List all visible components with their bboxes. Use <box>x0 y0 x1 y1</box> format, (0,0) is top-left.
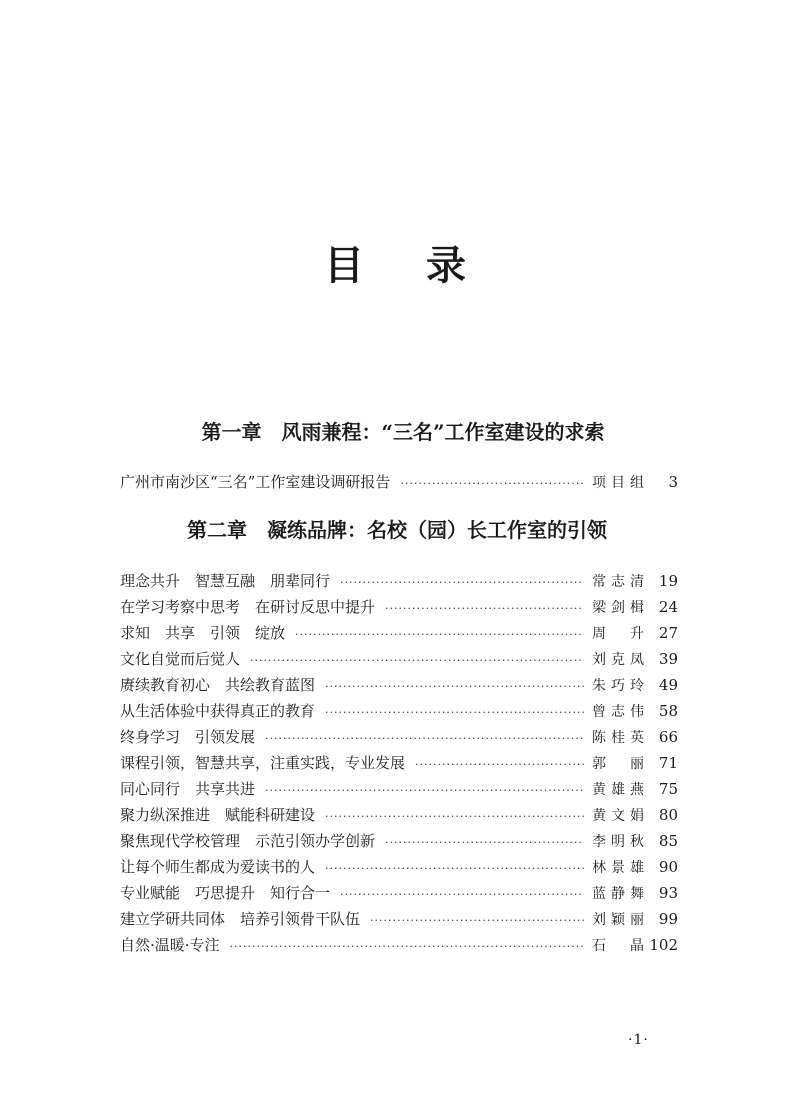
entry-title: 在学习考察中思考 在研讨反思中提升 <box>120 598 376 616</box>
toc-entry[interactable] <box>120 906 678 932</box>
leader-dots <box>325 674 584 700</box>
entry-page: 85 <box>658 832 678 850</box>
toc-entry[interactable] <box>120 698 678 724</box>
entry-author: 项目组 <box>592 475 644 491</box>
leader-dots <box>250 648 584 674</box>
toc-entry[interactable] <box>120 672 678 698</box>
toc-entry[interactable] <box>120 620 678 646</box>
entry-author: 刘颖丽 <box>592 912 644 928</box>
leader-dots <box>230 934 584 960</box>
entry-title: 自然·温暖·专注 <box>120 936 220 954</box>
entry-title: 从生活体验中获得真正的教育 <box>120 702 316 720</box>
chapter-heading-2: 第二章 凝练品牌：名校（园）长工作室的引领 <box>187 518 607 542</box>
leader-dots <box>415 752 584 778</box>
leader-dots <box>340 570 584 596</box>
entry-author: 郭丽 <box>592 756 644 772</box>
entry-author: 黄文娟 <box>592 808 644 824</box>
entry-title: 广州市南沙区“三名”工作室建设调研报告 <box>120 473 391 491</box>
entry-page: 58 <box>658 702 678 720</box>
leader-dots <box>340 882 584 908</box>
toc-entry[interactable] <box>120 469 678 495</box>
entry-author: 石晶 <box>592 938 644 954</box>
entry-title: 理念共升 智慧互融 朋辈同行 <box>120 572 331 590</box>
chapter-heading-1: 第一章 风雨兼程：“三名”工作室建设的求索 <box>201 420 605 444</box>
entry-author: 蓝静舞 <box>592 886 644 902</box>
leader-dots <box>400 471 584 497</box>
entry-page: 102 <box>649 936 678 954</box>
entry-page: 80 <box>658 806 678 824</box>
entry-author: 朱巧玲 <box>592 678 644 694</box>
entry-author: 陈桂英 <box>592 730 644 746</box>
toc-entry[interactable] <box>120 932 678 958</box>
entry-author: 刘克凤 <box>592 652 644 668</box>
toc-entry[interactable] <box>120 854 678 880</box>
entry-title: 聚力纵深推进 赋能科研建设 <box>120 806 316 824</box>
toc-entry[interactable] <box>120 880 678 906</box>
entry-page: 3 <box>668 473 678 491</box>
entry-title: 同心同行 共享共进 <box>120 780 256 798</box>
leader-dots <box>325 700 584 726</box>
entry-page: 71 <box>658 754 678 772</box>
toc-entry[interactable] <box>120 750 678 776</box>
toc-entry[interactable] <box>120 802 678 828</box>
entry-title: 赓续教育初心 共绘教育蓝图 <box>120 676 316 694</box>
page-number: ·1· <box>628 1032 649 1048</box>
page-title: 目录 <box>324 242 528 289</box>
toc-entry[interactable] <box>120 568 678 594</box>
entry-author: 曾志伟 <box>592 704 644 720</box>
entry-title: 建立学研共同体 培养引领骨干队伍 <box>120 910 361 928</box>
entry-page: 75 <box>658 780 678 798</box>
toc-entry[interactable] <box>120 828 678 854</box>
entry-title: 聚焦现代学校管理 示范引领办学创新 <box>120 832 376 850</box>
entry-title: 让每个师生都成为爱读书的人 <box>120 858 316 876</box>
entry-author: 周升 <box>592 626 644 642</box>
entry-author: 黄雄燕 <box>592 782 644 798</box>
entry-page: 49 <box>658 676 678 694</box>
toc-entry[interactable] <box>120 594 678 620</box>
leader-dots <box>325 856 584 882</box>
leader-dots <box>265 726 584 752</box>
leader-dots <box>370 908 584 934</box>
entry-title: 专业赋能 巧思提升 知行合一 <box>120 884 331 902</box>
entry-author: 林景雄 <box>592 860 644 876</box>
leader-dots <box>265 778 584 804</box>
chapter-2-entries <box>120 568 678 958</box>
entry-title: 课程引领，智慧共享，注重实践，专业发展 <box>120 754 406 772</box>
toc-entry[interactable] <box>120 646 678 672</box>
leader-dots <box>325 804 584 830</box>
chapter-1-entries <box>120 469 678 495</box>
toc-entry[interactable] <box>120 724 678 750</box>
entry-author: 梁剑楫 <box>592 600 644 616</box>
leader-dots <box>385 596 584 622</box>
entry-page: 39 <box>658 650 678 668</box>
entry-page: 66 <box>658 728 678 746</box>
entry-page: 90 <box>658 858 678 876</box>
entry-title: 求知 共享 引领 绽放 <box>120 624 286 642</box>
entry-title: 终身学习 引领发展 <box>120 728 256 746</box>
entry-page: 27 <box>658 624 678 642</box>
entry-author: 常志清 <box>592 574 644 590</box>
leader-dots <box>295 622 584 648</box>
entry-page: 24 <box>658 598 678 616</box>
leader-dots <box>385 830 584 856</box>
entry-page: 93 <box>658 884 678 902</box>
entry-author: 李明秋 <box>592 834 644 850</box>
toc-entry[interactable] <box>120 776 678 802</box>
entry-title: 文化自觉而后觉人 <box>120 650 241 668</box>
entry-page: 19 <box>658 572 678 590</box>
entry-page: 99 <box>658 910 678 928</box>
